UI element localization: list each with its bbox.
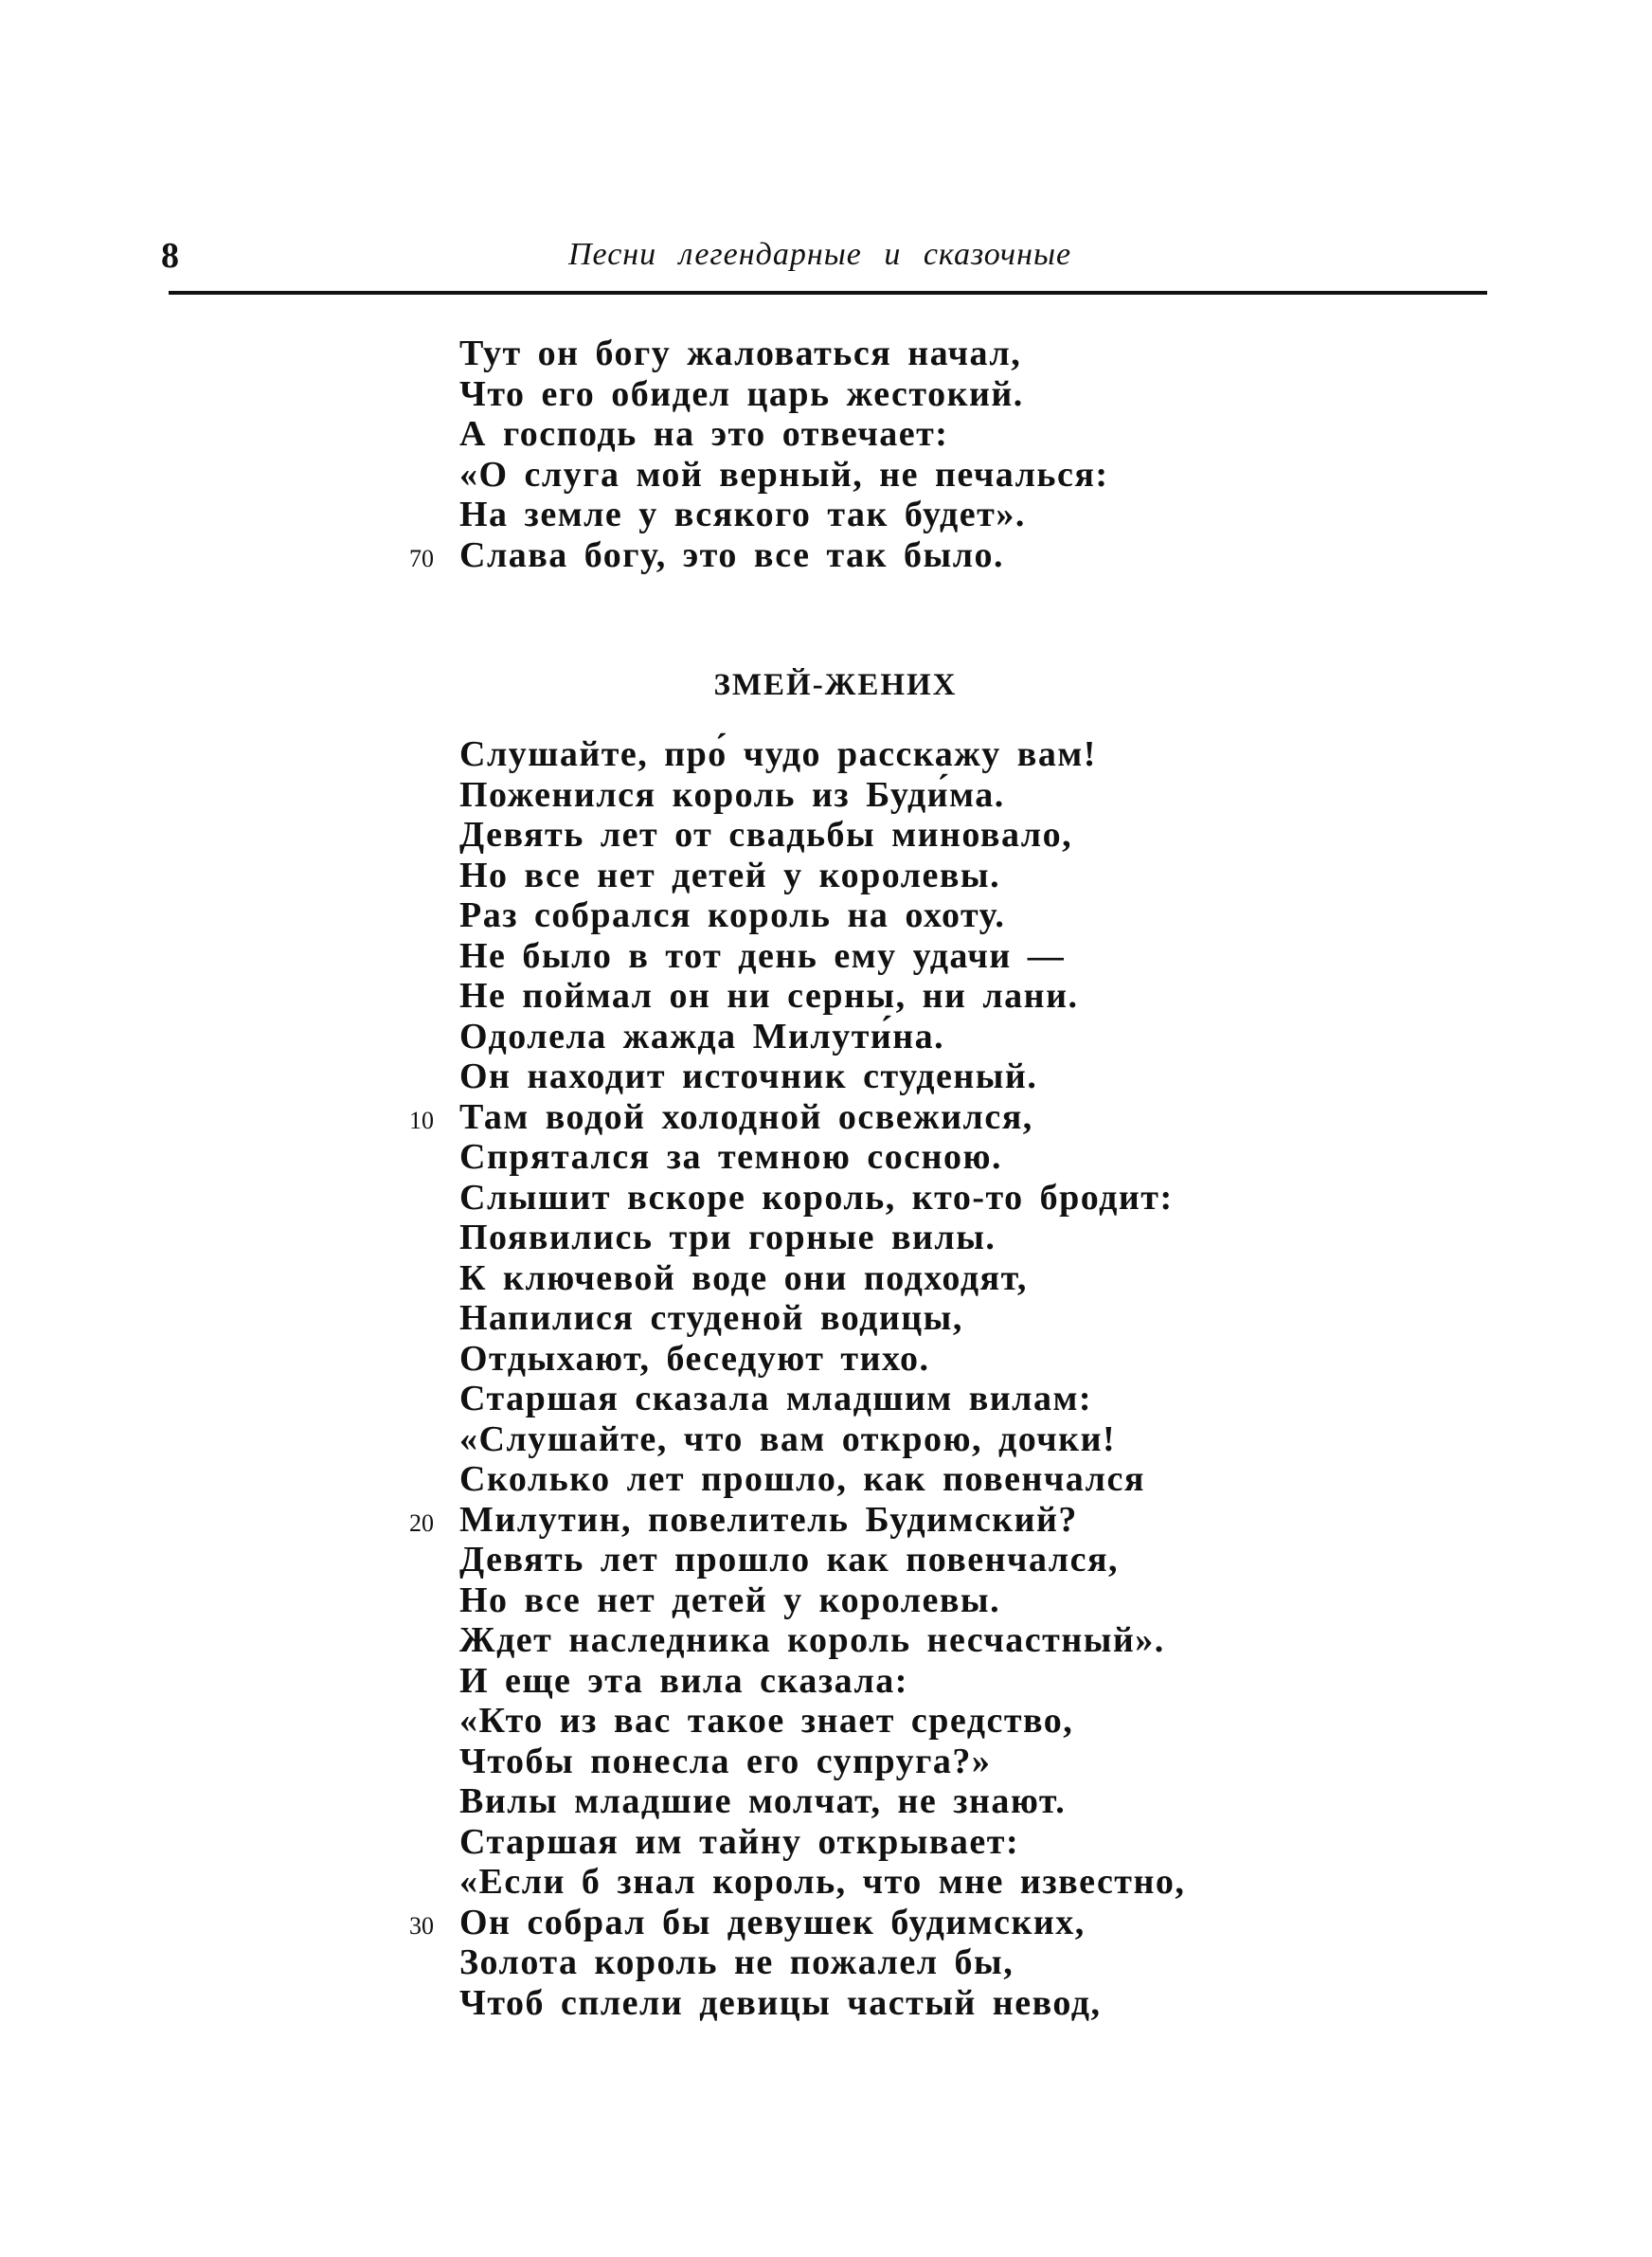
verse-text: Сколько лет прошло, как повенчался <box>459 1459 1145 1499</box>
previous-poem-ending <box>0 334 1652 575</box>
verse-line <box>0 1419 1652 1460</box>
verse-line <box>0 936 1652 977</box>
verse-line <box>0 1580 1652 1621</box>
verse-line <box>0 895 1652 936</box>
verse-text: «Кто из вас такое знает средство, <box>459 1701 1074 1741</box>
verse-text: Там водой холодной освежился, <box>459 1096 1033 1137</box>
poem-body <box>0 734 1652 2023</box>
verse-text: Раз собрался король на охоту. <box>459 895 1006 935</box>
verse-text: И еще эта вила сказала: <box>459 1660 908 1701</box>
verse-text: Слава богу, это все так было. <box>459 534 1005 575</box>
verse-line <box>0 1661 1652 1702</box>
verse-text: Он собрал бы девушек будимских, <box>459 1902 1086 1942</box>
verse-line <box>0 1258 1652 1299</box>
verse-text: Золота король не пожалел бы, <box>459 1942 1015 1982</box>
verse-text: К ключевой воде они подходят, <box>459 1257 1028 1298</box>
line-number: 30 <box>409 1911 434 1940</box>
verse-line <box>0 334 1652 374</box>
verse-line <box>0 1983 1652 2024</box>
verse-text: «Слушайте, что вам открою, дочки! <box>459 1418 1117 1459</box>
line-number: 20 <box>409 1508 434 1537</box>
verse-text: Не поймал он ни серны, ни лани. <box>459 976 1079 1016</box>
verse-text: Но все нет детей у королевы. <box>459 855 1001 895</box>
verse-line <box>0 1540 1652 1580</box>
verse-text: Вилы младшие молчат, не знают. <box>459 1781 1067 1821</box>
verse-line <box>0 1097 1652 1138</box>
verse-line <box>0 414 1652 455</box>
verse-text: Чтобы понесла его супруга?» <box>459 1741 992 1781</box>
verse-line <box>0 1862 1652 1903</box>
line-number: 10 <box>409 1106 434 1134</box>
verse-line <box>0 1218 1652 1258</box>
verse-line <box>0 1903 1652 1943</box>
verse-line <box>0 1942 1652 1983</box>
verse-text: Спрятался за темною сосною. <box>459 1137 1003 1177</box>
verse-line <box>0 1339 1652 1380</box>
verse-line <box>0 1298 1652 1339</box>
line-number: 70 <box>409 544 434 572</box>
verse-text: А господь на это отвечает: <box>459 414 949 454</box>
verse-line <box>0 815 1652 856</box>
verse-line <box>0 1056 1652 1097</box>
verse-text: Девять лет от свадьбы миновало, <box>459 815 1073 855</box>
verse-text: Но все нет детей у королевы. <box>459 1580 1001 1620</box>
verse-text: Что его обидел царь жестокий. <box>459 373 1024 414</box>
verse-text: «Если б знал король, что мне известно, <box>459 1862 1186 1902</box>
verse-line <box>0 495 1652 535</box>
verse-text: Чтоб сплели девицы частый невод, <box>459 1982 1102 2023</box>
verse-line <box>0 1137 1652 1178</box>
verse-line <box>0 455 1652 496</box>
verse-text: Девять лет прошло как повенчался, <box>459 1540 1120 1580</box>
verse-line <box>0 976 1652 1017</box>
verse-line <box>0 374 1652 415</box>
verse-line <box>0 1017 1652 1057</box>
verse-line <box>0 1822 1652 1863</box>
verse-text: Он находит источник студеный. <box>459 1056 1038 1096</box>
verse-line <box>0 734 1652 775</box>
poem-title: ЗМЕЙ-ЖЕНИХ <box>713 668 958 702</box>
verse-text: Поженился король из Буди́ма. <box>459 774 1005 815</box>
verse-line <box>0 1620 1652 1661</box>
verse-line <box>0 1781 1652 1822</box>
page-number: 8 <box>161 236 179 276</box>
verse-line <box>0 1459 1652 1500</box>
verse-line <box>0 535 1652 576</box>
verse-text: Слушайте, про́ чудо расскажу вам! <box>459 734 1097 774</box>
verse-text: Ждет наследника король несчастный». <box>459 1620 1165 1660</box>
verse-text: «О слуга мой верный, не печалься: <box>459 454 1109 495</box>
verse-line <box>0 1500 1652 1541</box>
verse-text: На земле у всякого так будет». <box>459 495 1026 534</box>
verse-text: Напилися студеной водицы, <box>459 1298 963 1338</box>
verse-text: Старшая им тайну открывает: <box>459 1821 1020 1862</box>
verse-text: Не было в тот день ему удачи — <box>459 935 1066 976</box>
verse-text: Старшая сказала младшим вилам: <box>459 1379 1093 1418</box>
running-head: Песни легендарные и сказочные <box>568 237 1072 272</box>
verse-text: Отдыхают, беседуют тихо. <box>459 1338 930 1379</box>
verse-text: Милутин, повелитель Будимский? <box>459 1499 1078 1540</box>
verse-line <box>0 1178 1652 1219</box>
verse-line <box>0 775 1652 816</box>
verse-text: Тут он богу жаловаться начал, <box>459 334 1022 373</box>
verse-text: Слышит вскоре король, кто-то бродит: <box>459 1177 1174 1218</box>
header-rule <box>169 291 1487 295</box>
verse-line <box>0 856 1652 896</box>
verse-text: Одолела жажда Милути́на. <box>459 1016 945 1056</box>
verse-line <box>0 1379 1652 1419</box>
verse-text: Появились три горные вилы. <box>459 1218 997 1257</box>
verse-line <box>0 1742 1652 1782</box>
verse-line <box>0 1701 1652 1742</box>
